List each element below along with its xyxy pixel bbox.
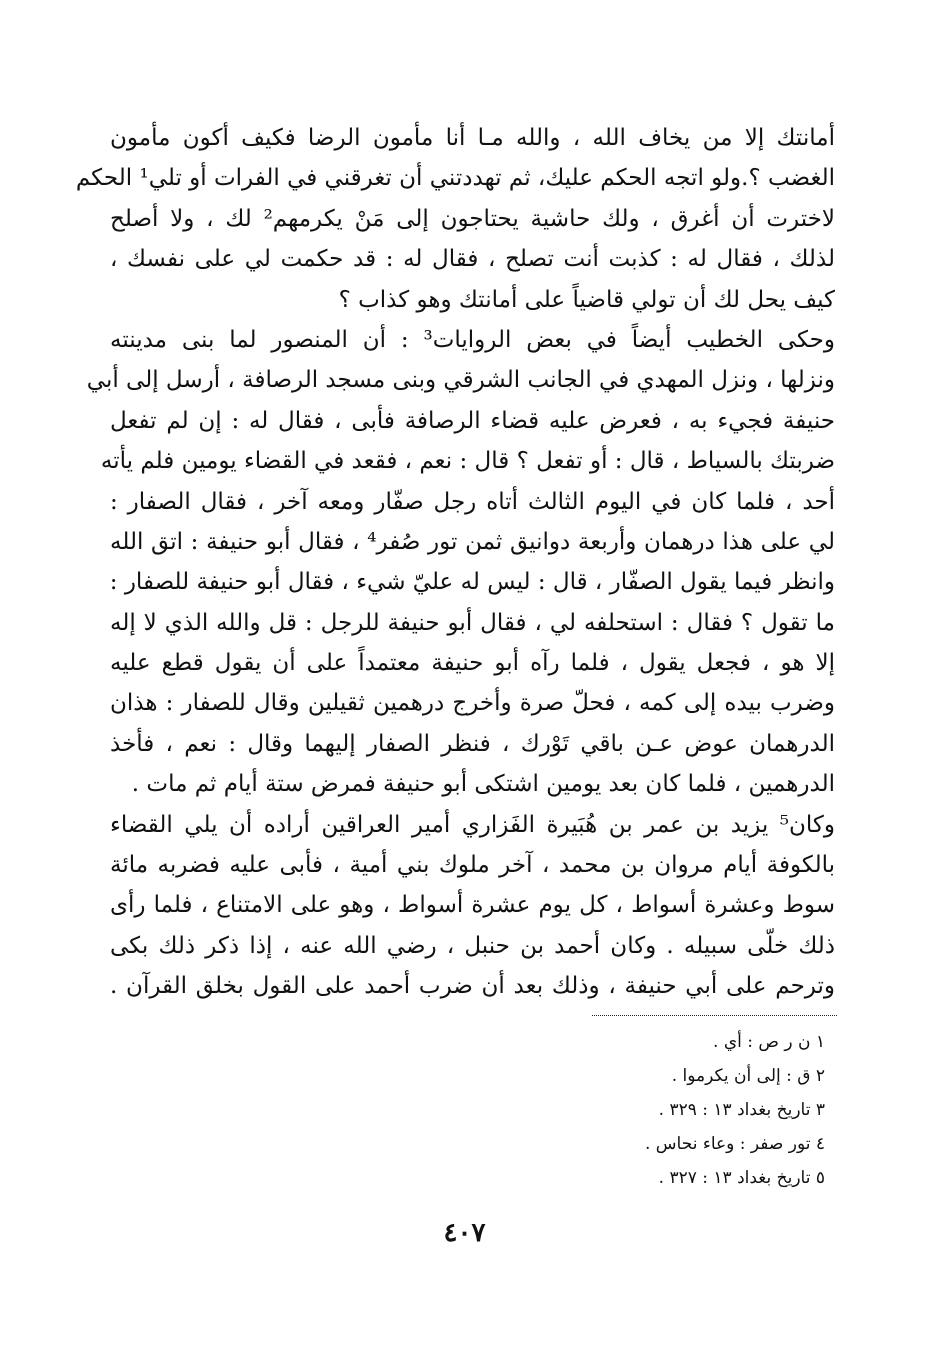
text-line: سوط وعشرة أسواط ، كل يوم عشرة أسواط ، وهو على الامتناع ، فلما رأى [110,892,835,919]
text-line: الغضب ؟.ولو اتجه الحكم عليك، ثم تهددتني أن تغرقني في الفرات أو تلي¹ الحكم [75,165,835,192]
text-line: حنيفة فجيء به ، فعرض عليه قضاء الرصافة فأبى ، فقال له : إن لم تفعل [110,407,835,434]
text-line: الدرهمين ، فلما كان بعد يومين اشتكى أبو حنيفة فمرض ستة أيام ثم مات . [131,771,835,798]
page-number: ٤٠٧ [443,1218,486,1248]
text-line: وضرب بيده إلى كمه ، فحلّ صرة وأخرج درهمين ثقيلين وقال للصفار : هذان [110,690,835,717]
main-text [75,118,835,1007]
text-line: لذلك ، فقال له : كذبت أنت تصلح ، فقال له : قد حكمت لي على نفسك ، [110,246,835,273]
footnote: ٥ تاريخ بغداد ١٣ : ٣٢٧ . [658,1168,825,1188]
text-line: إلا هو ، فجعل يقول ، فلما رآه أبو حنيفة معتمداً على أن يقول قطع عليه [110,650,835,677]
footnote: ٢ ق : إلى أن يكرموا . [671,1066,825,1086]
footnotes [465,1025,825,1195]
footnote: ٣ تاريخ بغداد ١٣ : ٣٢٩ . [658,1100,825,1120]
text-line: أحد ، فلما كان في اليوم الثالث أتاه رجل صفّار ومعه آخر ، فقال الصفار : [110,488,835,515]
text-line: وحكى الخطيب أيضاً في بعض الروايات³ : أن المنصور لما بنى مدينته [110,326,835,353]
text-line: ذلك خلّى سبيله . وكان أحمد بن حنبل ، رضي الله عنه ، إذا ذكر ذلك بكى [110,932,835,959]
text-line: كيف يحل لك أن تولي قاضياً على أمانتك وهو كذاب ؟ [338,286,835,313]
text-line: لي على هذا درهمان وأربعة دوانيق ثمن تور صُفر⁴ ، فقال أبو حنيفة : اتق الله [110,528,835,555]
text-line: أمانتك إلا من يخاف الله ، والله مـا أنا مأمون الرضا فكيف أكون مأمون [110,125,835,151]
text-line: وكان⁵ يزيد بن عمر بن هُبَيرة الفَزاري أمير العراقين أراده أن يلي القضاء [110,811,835,838]
text-line: ما تقول ؟ فقال : استحلفه لي ، فقال أبو حنيفة للرجل : قل والله الذي لا إله [110,609,835,636]
text-line: وترحم على أبي حنيفة ، وذلك بعد أن ضرب أحمد على القول بخلق القرآن . [110,973,835,1000]
footnote-divider [592,1015,837,1016]
text-line: لاخترت أن أغرق ، ولك حاشية يحتاجون إلى مَنْ يكرمهم² لك ، ولا أصلح [110,205,835,232]
text-line: ضربتك بالسياط ، قال : أو تفعل ؟ قال : نعم ، فقعد في القضاء يومين فلم يأته [100,448,835,475]
footnote: ١ ن ر ص : أي . [713,1032,825,1052]
text-line: الدرهمان عوض عـن باقي تَوْرك ، فنظر الصفار إليهما وقال : نعم ، فأخذ [110,730,835,757]
footnote: ٤ تور صفر : وعاء نحاس . [645,1134,825,1154]
text-line: ونزلها ، ونزل المهدي في الجانب الشرقي وبنى مسجد الرصافة ، أرسل إلى أبي [86,367,835,394]
text-line: وانظر فيما يقول الصفّار ، قال : ليس له عليّ شيء ، فقال أبو حنيفة للصفار : [109,569,835,596]
text-line: بالكوفة أيام مروان بن محمد ، آخر ملوك بني أمية ، فأبى عليه فضربه مائة [110,852,835,879]
